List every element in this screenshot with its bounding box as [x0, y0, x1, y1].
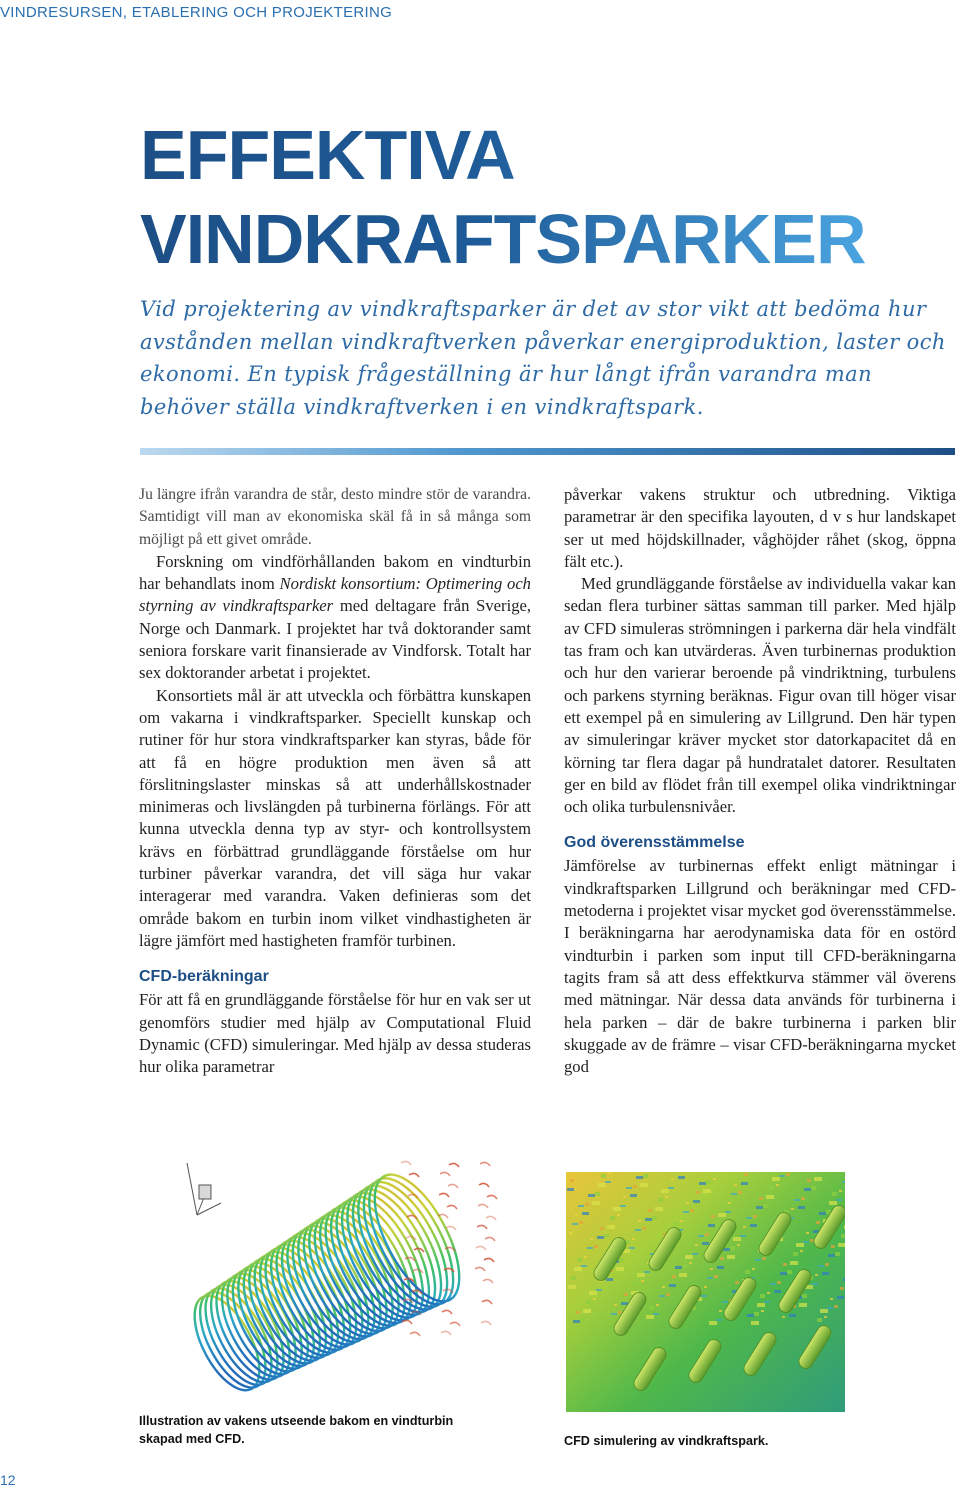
turbulence-patch: [709, 1321, 717, 1325]
turbulence-patch: [572, 1223, 578, 1225]
turbulence-patch: [613, 1207, 621, 1211]
turbulence-patch: [747, 1314, 754, 1317]
turbulence-patch: [753, 1215, 757, 1218]
turbulence-patch: [705, 1233, 709, 1236]
turbulence-patch: [703, 1189, 711, 1193]
turbulence-patch: [568, 1285, 576, 1289]
turbulence-patch: [810, 1239, 814, 1242]
turbulence-patch: [799, 1303, 807, 1307]
body-paragraph: För att få en grundläggande förståelse för hur en vak ser ut genomförs studier med hjälp av Computational Fluid Dynamic (CFD) simuleringar. Med hjälp av dessa studeras hur olika parametrar: [139, 990, 531, 1077]
intro-paragraph: Ju längre ifrån varandra de står, desto mindre stör de varandra. Samtidigt vill man av ekonomiska skäl få in så många som möjligt på ett givet område.: [139, 486, 531, 548]
turbulence-patch: [678, 1176, 685, 1179]
turbulence-patch: [617, 1214, 620, 1216]
turbulence-patch: [834, 1305, 838, 1308]
turbulence-patch: [582, 1212, 589, 1215]
turbulence-patch: [728, 1202, 731, 1204]
turbulence-patch: [791, 1208, 794, 1210]
wake-streak: [487, 1195, 497, 1199]
turbulence-patch: [815, 1274, 818, 1276]
turbulence-patch: [757, 1303, 765, 1307]
turbulence-patch: [630, 1194, 637, 1197]
wake-streak: [477, 1225, 487, 1229]
turbulence-patch: [836, 1199, 842, 1201]
turbulence-patch: [767, 1292, 770, 1294]
turbulence-patch: [585, 1203, 589, 1206]
turbulence-patch: [801, 1197, 805, 1200]
turbulence-patch: [665, 1196, 668, 1198]
turbulence-patch: [752, 1268, 755, 1270]
turbulence-patch: [829, 1201, 837, 1205]
turbulence-patch: [811, 1186, 816, 1190]
figure-caption-left: Illustration av vakens utseende bakom en vindturbin skapad med CFD.: [139, 1414, 454, 1446]
lead-paragraph: Vid projektering av vindkraftsparker är det av stor vikt att bedöma hur avstånden mellan vindkraftverken påverkar energiproduktion, laster och ekonomi. En typisk frågeställning är hur långt ifrån varandra man behöver ställa vindkraftverken i en vindkraftspark.: [140, 297, 946, 419]
turbulence-patch: [838, 1243, 845, 1247]
turbulence-patch: [644, 1271, 650, 1273]
turbulence-patch: [699, 1182, 706, 1185]
turbulence-patch: [738, 1191, 742, 1194]
turbulence-patch: [669, 1284, 676, 1287]
turbulence-patch: [648, 1209, 652, 1212]
wake-streak: [484, 1258, 494, 1262]
turbulence-patch: [841, 1234, 845, 1238]
turbulence-patch: [696, 1191, 700, 1194]
turbulence-patch: [577, 1258, 582, 1262]
turbulence-patch: [802, 1294, 807, 1298]
wake-streak: [410, 1332, 420, 1336]
body-paragraph: Jämförelse av turbinernas effekt enligt mätningar i vindkraftsparken Lillgrund och beräkningar med CFD-metoderna i projektet visar mycket god överensstämmelse. I beräkningarna har aerodynamiska data för en ostörd vindturbin i parken som input till CFD-beräkningarna tagits fram så att dess effektkurva stämmer väl överens med mätningar. När dessa data används för turbinerna i hela parken – där de bakre turbinerna i parken blir skuggade av de främre – visar CFD-beräkningarna mycket god: [564, 856, 956, 1077]
turbulence-patch: [756, 1206, 763, 1209]
turbulence-patch: [605, 1181, 611, 1183]
turbulence-patch: [770, 1283, 776, 1285]
turbulence-patch: [588, 1194, 595, 1197]
turbulence-patch: [744, 1173, 748, 1176]
turbulence-patch: [831, 1245, 835, 1248]
turbulence-patch: [740, 1235, 746, 1237]
turbulence-patch: [844, 1225, 845, 1229]
turbulence-patch: [576, 1311, 580, 1314]
turbulence-patch: [800, 1250, 803, 1252]
turbulence-patch: [820, 1309, 828, 1313]
turbulence-patch: [619, 1258, 624, 1262]
turbulence-patch: [812, 1283, 818, 1285]
body-paragraph: [139, 551, 531, 685]
section-heading: God överensstämmelse: [564, 834, 745, 852]
wake-streak: [401, 1161, 411, 1165]
body-paragraph: Konsortiets mål är att utveckla och förbättra kunskapen om vakarna i vindkraftsparker. Speciellt kunskap och rutiner för hur stora vindkraftsparker kan styras, både för att få en högre produktion men även så att förslitningslaster minskas så att underhållskostnader minimeras och livslängden på turbinerna förlängs. För att kunna utveckla denna typ av styr- och kontrollsystem krävs en förbättrad grundläggande förståelse om hur turbiner påverkar varandra, det vill säga hur vakar interagerar med varandra. Vaken definieras som det område bakom en turbin inom vilket vindhastigheten är lägre jämfört med hastigheten framför turbinen.: [139, 685, 531, 950]
turbulence-patch: [662, 1286, 665, 1288]
turbulence-patch: [608, 1172, 611, 1174]
turbulence-patch: [711, 1215, 715, 1218]
turbulence-patch: [689, 1262, 692, 1264]
wake-streak: [449, 1163, 459, 1167]
turbulence-patch: [840, 1287, 844, 1290]
turbulence-patch: [596, 1289, 602, 1291]
turbulence-patch: [656, 1304, 659, 1306]
turbulence-patch: [786, 1173, 790, 1176]
turbulence-patch: [772, 1177, 780, 1181]
turbulence-patch: [764, 1301, 770, 1303]
turbulence-patch: [641, 1280, 644, 1282]
wake-streak: [447, 1205, 457, 1209]
wake-streak: [479, 1183, 489, 1187]
wake-streak: [485, 1237, 495, 1241]
turbulence-patch: [587, 1247, 593, 1249]
turbulence-patch: [816, 1221, 820, 1224]
turbulence-patch: [579, 1221, 583, 1224]
turbulence-patch: [592, 1201, 600, 1205]
windfarm-cfd-image: [566, 1172, 845, 1412]
turbulence-patch: [818, 1265, 824, 1267]
turbulence-patch: [760, 1294, 765, 1298]
turbulence-patch: [626, 1187, 632, 1189]
turbulence-patch: [686, 1202, 689, 1204]
wake-streak: [475, 1267, 485, 1271]
turbulence-patch: [566, 1172, 569, 1174]
turbulence-patch: [658, 1198, 663, 1202]
turbulence-patch: [741, 1182, 748, 1185]
turbulence-patch: [652, 1216, 657, 1220]
turbulence-patch: [661, 1189, 669, 1193]
turbulence-patch: [679, 1273, 687, 1277]
wake-streak: [402, 1320, 412, 1324]
turbulence-patch: [610, 1216, 615, 1220]
body-paragraph: Med grundläggande förståelse av individuella vakar kan sedan flera turbiner sättas samman till parker. Med hjälp av CFD simuleras strömningen i parkerna där hela vindfält tas fram och kan utvärderas. Även turbinernas produktion och hur den varierar beroende på vindriktning, turbulens och parkens styrning beräknas. Figur ovan till höger visar ett exempel på en simulering av Lillgrund. Den här typen av simuleringar kräver mycket stor datorkapacitet då en körning tar flera dagar på hundratalet datorer. Resultaten ger en bild av flödet från till exempel olika vindriktningar och olika turbulensnivåer.: [564, 574, 956, 817]
turbulence-patch: [594, 1245, 598, 1248]
turbulence-patch: [604, 1234, 609, 1238]
turbulence-patch: [776, 1184, 779, 1186]
turbulence-patch: [583, 1309, 591, 1313]
turbulence-patch: [774, 1290, 781, 1293]
turbulence-patch: [637, 1273, 645, 1277]
turbulence-patch: [675, 1266, 682, 1269]
turbulence-patch: [842, 1181, 845, 1183]
turbulence-patch: [754, 1312, 759, 1316]
turbulence-patch: [766, 1195, 774, 1199]
turbulence-patch: [575, 1214, 578, 1216]
turbulence-patch: [751, 1321, 759, 1325]
turbulence-patch: [787, 1270, 792, 1274]
turbulence-patch: [653, 1313, 659, 1315]
turbulence-patch: [693, 1200, 700, 1203]
turbulence-patch: [798, 1206, 805, 1209]
turbulence-patch: [704, 1286, 707, 1288]
turbulence-patch: [590, 1238, 593, 1240]
turbulence-patch: [790, 1261, 798, 1265]
turbulence-patch: [578, 1205, 584, 1207]
turbulence-patch: [635, 1229, 641, 1231]
turbulence-patch: [737, 1244, 740, 1246]
turbulence-patch: [597, 1236, 604, 1239]
wake-streak: [480, 1162, 490, 1166]
turbulence-patch: [695, 1244, 698, 1246]
turbulence-patch: [668, 1187, 674, 1189]
turbulence-patch: [735, 1281, 739, 1284]
turbulence-patch: [682, 1264, 687, 1268]
turbulence-patch: [730, 1246, 735, 1250]
wake-streak: [486, 1216, 496, 1220]
turbulence-patch: [642, 1227, 646, 1230]
wake-streak: [441, 1331, 451, 1335]
turbulence-patch: [634, 1282, 639, 1286]
turbulence-patch: [804, 1188, 811, 1191]
turbulence-patch: [632, 1238, 635, 1240]
turbulence-patch: [827, 1307, 833, 1309]
turbulence-patch: [708, 1224, 715, 1227]
turbulence-patch: [817, 1318, 822, 1322]
left-column: [139, 484, 531, 1078]
turbulence-patch: [600, 1227, 604, 1230]
turbulence-patch: [718, 1213, 726, 1217]
turbulence-patch: [707, 1277, 713, 1279]
turbulence-patch: [755, 1259, 761, 1261]
turbulence-patch: [783, 1263, 787, 1266]
wake-streak: [450, 1322, 460, 1326]
turbulence-patch: [733, 1237, 741, 1241]
turbulence-patch: [646, 1315, 654, 1319]
turbulence-patch: [680, 1220, 683, 1222]
wake-streak: [440, 1172, 450, 1176]
turbulence-patch: [721, 1204, 726, 1208]
turbulence-patch: [727, 1255, 735, 1259]
turbulence-patch: [692, 1253, 698, 1255]
turbulence-patch: [640, 1183, 648, 1187]
turbulence-patch: [713, 1178, 716, 1180]
divider-rule: [140, 448, 955, 455]
turbulence-patch: [698, 1235, 704, 1237]
turbulence-patch: [611, 1313, 617, 1315]
wake-streak: [413, 1269, 423, 1273]
right-column: [564, 484, 956, 1078]
wake-helix-illustration: [139, 1155, 531, 1405]
turbulence-patch: [645, 1218, 652, 1221]
turbulence-patch: [702, 1242, 709, 1245]
wake-streak: [482, 1300, 492, 1304]
paragraph-text: med deltagare från Sverige, Norge och Danmark. I projektet har två doktorander samt seniora forskare varit finansierade av Vindforsk. Totalt har sex doktorander arbetat i projektet.: [139, 596, 531, 683]
turbulence-patch: [580, 1318, 585, 1322]
turbulence-patch: [643, 1174, 648, 1178]
turbulence-patch: [717, 1266, 724, 1269]
wake-streak: [409, 1173, 419, 1177]
turbulence-patch: [567, 1188, 574, 1191]
turbulence-patch: [839, 1190, 842, 1192]
turbulence-patch: [762, 1257, 766, 1260]
turbulence-patch: [607, 1225, 615, 1229]
turbulence-patch: [719, 1310, 722, 1312]
turbulence-patch: [672, 1275, 676, 1278]
page-number: 12: [0, 1472, 16, 1488]
turbulence-patch: [624, 1293, 628, 1296]
wake-streak: [481, 1321, 491, 1325]
turbulence-patch: [595, 1192, 600, 1196]
turbulence-patch: [782, 1316, 785, 1318]
wake-streak: [478, 1204, 488, 1208]
article-title: [140, 113, 866, 281]
figure-caption-right: CFD simulering av vindkraftspark.: [564, 1434, 769, 1448]
wake-streak: [476, 1246, 486, 1250]
turbulence-patch: [629, 1247, 635, 1249]
turbulence-patch: [843, 1278, 845, 1281]
turbulence-patch: [720, 1257, 724, 1260]
title-line-2: VINDKRAFTSPARKER: [140, 197, 866, 281]
turbulence-patch: [796, 1243, 804, 1247]
turbulence-patch: [759, 1197, 763, 1200]
turbulence-patch: [715, 1222, 720, 1226]
wake-streak: [483, 1279, 493, 1283]
turbulence-patch: [638, 1220, 641, 1222]
turbulence-patch: [655, 1207, 663, 1211]
wake-streak: [439, 1193, 449, 1197]
turbulence-patch: [803, 1241, 809, 1243]
turbulence-patch: [807, 1179, 811, 1182]
turbulence-patch: [671, 1178, 674, 1180]
turbulence-patch: [601, 1174, 606, 1178]
turbulence-patch: [779, 1175, 785, 1177]
turbulence-patch: [830, 1298, 833, 1300]
section-heading: CFD-beräkningar: [139, 968, 269, 986]
turbulence-patch: [828, 1254, 835, 1257]
turbulence-patch: [706, 1180, 711, 1184]
turbulence-patch: [835, 1252, 840, 1256]
title-line-1: EFFEKTIVA: [140, 113, 866, 197]
turbulence-patch: [584, 1256, 587, 1258]
turbulence-patch: [714, 1275, 718, 1278]
turbulence-patch: [822, 1272, 829, 1275]
turbulence-patch: [598, 1183, 606, 1187]
turbulence-patch: [761, 1310, 764, 1312]
turbulence-patch: [571, 1276, 576, 1280]
helix-rings: [181, 1162, 476, 1400]
turbulence-patch: [824, 1316, 827, 1318]
turbulence-patch: [750, 1224, 757, 1227]
turbulence-patch: [618, 1311, 622, 1314]
turbulence-patch: [701, 1295, 707, 1297]
turbulence-patch: [832, 1192, 837, 1196]
turbulence-patch: [569, 1232, 572, 1234]
project-name: Nordiskt konsortium: Optimering och styrning av vindkraftsparker: [139, 574, 531, 616]
turbulence-patch: [745, 1270, 750, 1274]
turbulence-patch: [570, 1179, 574, 1182]
turbulence-patch: [819, 1212, 826, 1215]
turbulence-patch: [837, 1296, 844, 1299]
turbulence-patch: [606, 1278, 613, 1281]
turbulence-patch: [683, 1211, 689, 1213]
turbulence-patch: [666, 1293, 670, 1296]
turbulence-patch: [573, 1320, 580, 1323]
turbulence-patch: [746, 1217, 752, 1219]
turbulence-patch: [623, 1196, 626, 1198]
turbulence-patch: [716, 1319, 722, 1321]
turbulence-patch: [690, 1209, 694, 1212]
turbulence-patch: [722, 1301, 728, 1303]
turbulence-patch: [789, 1314, 796, 1317]
turbulence-patch: [763, 1204, 768, 1208]
turbulence-patch: [743, 1226, 746, 1228]
turbulence-patch: [589, 1291, 597, 1295]
axis-triad-icon: [187, 1163, 221, 1215]
turbulence-patch: [806, 1232, 809, 1234]
turbulence-patch: [794, 1199, 800, 1201]
turbulence-patch: [734, 1184, 737, 1186]
turbulence-patch: [649, 1306, 654, 1310]
turbulence-patch: [659, 1295, 665, 1297]
body-paragraph: påverkar vakens struktur och utbredning. Viktiga parametrar är den specifika layouten, d v s hur landskapet ser ut med höjdskillnader, våghöjder råhet (skog, öppna fält etc.).: [564, 485, 956, 571]
turbulence-patch: [780, 1272, 787, 1275]
wake-streak: [448, 1184, 458, 1188]
turbulence-patch: [725, 1211, 731, 1213]
wake-streak: [442, 1310, 452, 1314]
section-kicker: VINDRESURSEN, ETABLERING OCH PROJEKTERING: [0, 4, 393, 21]
turbulence-patch: [581, 1265, 587, 1267]
turbulence-patch: [710, 1268, 713, 1270]
turbulence-patch: [814, 1177, 822, 1181]
wake-streak: [405, 1257, 415, 1261]
turbulence-patch: [616, 1267, 624, 1271]
turbulence-patch: [614, 1304, 617, 1306]
turbulence-patch: [673, 1222, 678, 1226]
paragraph-text: Forskning om vindförhållanden bakom en vindturbin har behandlats inom: [139, 551, 531, 594]
turbulence-patch: [636, 1176, 643, 1179]
turbulence-patch: [593, 1298, 596, 1300]
turbulence-patch: [620, 1205, 626, 1207]
turbulence-patch: [633, 1185, 637, 1188]
turbulence-patch: [586, 1300, 591, 1304]
turbulence-patch: [685, 1255, 693, 1259]
turbulence-patch: [825, 1263, 829, 1266]
turbulence-patch: [793, 1252, 798, 1256]
turbulence-patch: [574, 1267, 582, 1271]
turbulence-patch: [769, 1186, 774, 1190]
turbulence-patch: [731, 1193, 737, 1195]
turbulence-patch: [777, 1281, 781, 1284]
turbulence-patch: [621, 1302, 628, 1305]
